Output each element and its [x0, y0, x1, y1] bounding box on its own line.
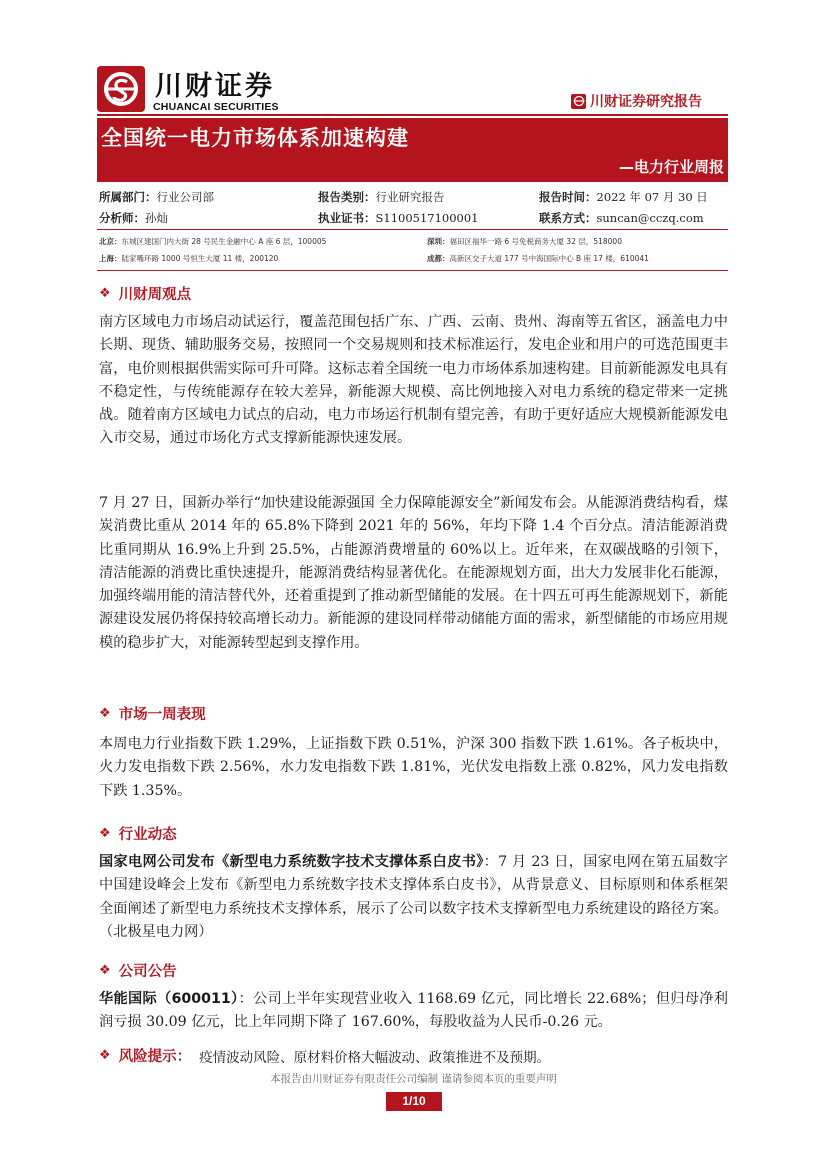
address-shenzhen: 深圳：福田区福华一路 6 号免税商务大厦 32 层，518000	[427, 237, 622, 246]
diamond-bullet-icon: ❖	[99, 286, 111, 301]
title-banner	[97, 118, 728, 182]
diamond-bullet-icon: ❖	[99, 1048, 111, 1063]
page-number-underline	[386, 1110, 442, 1111]
report-brand-text: 川财证券研究报告	[590, 94, 702, 110]
section-title: 公司公告	[118, 964, 177, 980]
section-title: 市场一周表现	[118, 707, 206, 723]
meta-dept: 所属部门：行业公司部	[99, 190, 214, 204]
paragraph-weekly-view-2: 7 月 27 日，国新办举行“加快建设能源强国 全力保障能源安全”新闻发布会。从能源消费结构看，煤炭消费比重从 2014 年的 65.8%下降到 2021 年的 56%，年均下降 1.4 个百分点。清洁能源消费比重同期从 16.9%上升到 25.5%，占能源消费增量的 60%以上。近年来，在双碳战略的引领下，清洁能源的消费比重快速提升，能源消费结构显著优化。在能源规划方面，出大力发展非化石能源，加强终端用能的清洁替代外，还着重提到了推动新型储能的发展。在十四五可再生能源规划下，新能源建设发展仍将保持较高增长动力。新能源的建设同样带动储能方面的需求，新型储能的市场应用规模的稳步扩大，对能源转型起到支撑作用。	[99, 495, 728, 651]
paragraph-industry-news: 国家电网公司发布《新型电力系统数字技术支撑体系白皮书》：7 月 23 日，国家电网在第五届数字中国建设峰会上发布《新型电力系统数字技术支撑体系白皮书》，从背景意义、目标原则和体系框架全面阐述了新型电力系统技术支撑体系，展示了公司以数字技术支撑新型电力系统建设的路径方案。（北极星电力网）	[99, 854, 728, 940]
section-title: 川财周观点	[118, 287, 192, 303]
section-header-company	[99, 960, 177, 981]
risk-warning	[99, 1045, 550, 1066]
report-subtitle: —电力行业周报	[618, 158, 724, 176]
paragraph-company: 华能国际（600011）：公司上半年实现营业收入 1168.69 亿元，同比增长 22.68%；但归母净利润亏损 30.09 亿元，比上年同期下降了 167.60%，每股收益为人民币-0.26 元。	[99, 991, 728, 1031]
address-shanghai: 上海：陆家嘴环路 1000 号恒生大厦 11 楼，200120	[99, 254, 279, 263]
page-number: 1/10	[386, 1092, 442, 1110]
address-beijing: 北京：东城区建国门内大街 28 号民生金融中心 A 座 6 层，100005	[99, 237, 327, 246]
news-headline: 国家电网公司发布《新型电力系统数字技术支撑体系白皮书》	[99, 854, 484, 870]
diamond-bullet-icon: ❖	[99, 826, 111, 841]
report-brand	[571, 91, 702, 111]
report-title: 全国统一电力市场体系加速构建	[101, 126, 409, 150]
paragraph-weekly-view-1: 南方区域电力市场启动试运行，覆盖范围包括广东、广西、云南、贵州、海南等五省区，涵盖电力中长期、现货、辅助服务交易，按照同一个交易规则和技术标准运行，发电企业和用户的可选范围更丰富，电价则根据供需实际可升可降。这标志着全国统一电力市场体系加速构建。目前新能源发电具有不稳定性，与传统能源存在较大差异，新能源大规模、高比例地接入对电力系统的稳定带来一定挑战。随着南方区域电力试点的启动，电力市场运行机制有望完善，有助于更好适应大规模新能源发电入市交易，通过市场化方式支撑新能源快速发展。	[99, 314, 728, 447]
company-name-cn: 川财证券	[155, 71, 275, 102]
chuancai-logo-icon	[571, 94, 586, 109]
diamond-bullet-icon: ❖	[99, 963, 111, 978]
paragraph-market: 本周电力行业指数下跌 1.29%，上证指数下跌 0.51%，沪深 300 指数下跌 1.61%。各子板块中，火力发电指数下跌 2.56%，水力发电指数下跌 1.81%，光伏发电指数上涨 0.82%，风力发电指数下跌 1.35%。	[99, 736, 728, 799]
address-divider	[97, 270, 728, 271]
meta-divider	[97, 229, 728, 230]
company-name-en: CHUANCAI SECURITIES	[153, 101, 279, 113]
header-divider	[97, 114, 728, 116]
section-title: 行业动态	[118, 827, 177, 843]
risk-text: 疫情波动风险、原材料价格大幅波动、政策推进不及预期。	[199, 1049, 551, 1066]
section-header-industry-news	[99, 823, 177, 844]
meta-type: 报告类别：行业研究报告	[318, 190, 445, 204]
address-chengdu: 成都：高新区交子大道 177 号中海国际中心 B 座 17 楼，610041	[427, 254, 649, 263]
meta-time: 报告时间：2022 年 07 月 30 日	[539, 190, 708, 204]
risk-label: 风险提示：	[118, 1049, 192, 1065]
company-name: 华能国际（600011）	[99, 991, 239, 1007]
footer-disclaimer: 本报告由川财证券有限责任公司编制 谨请参阅本页的重要声明	[270, 1073, 557, 1085]
section-header-market	[99, 703, 206, 724]
meta-contact: 联系方式：suncan@cczq.com	[539, 211, 704, 225]
meta-analyst: 分析师：孙灿	[99, 211, 168, 225]
diamond-bullet-icon: ❖	[99, 706, 111, 721]
meta-cert: 执业证书：S1100517100001	[318, 211, 479, 225]
chuancai-logo-icon	[97, 66, 145, 112]
section-header-weekly-view	[99, 283, 191, 304]
